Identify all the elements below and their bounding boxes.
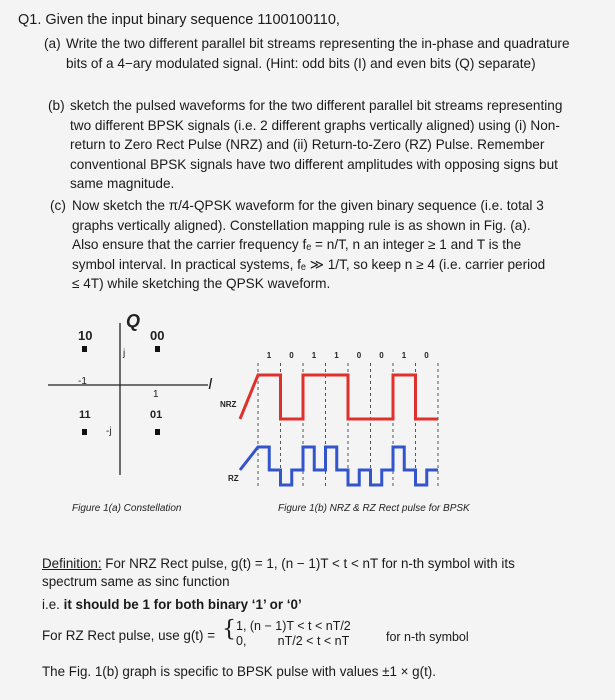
part-a xyxy=(44,34,580,73)
question-title: Q1. Given the input binary sequence 1100100110, xyxy=(18,12,340,28)
nrz-label: NRZ xyxy=(220,400,237,409)
bit-label: 1 xyxy=(401,351,407,360)
i-axis-label: I xyxy=(208,376,213,393)
definition-rz-prefix: For RZ Rect pulse, use g(t) = xyxy=(42,628,216,643)
part-b-text: sketch the pulsed waveforms for the two different parallel bit streams representing two different BPSK signals (i.e. 2 different graphs vertically aligned) using (i) Non-return to Zero Rect Pulse (NRZ) and (ii) Return-to-Zero (RZ) Pulse. Remember conventional BPSK signals have two different amplitudes with opposing signs but same magnitude. xyxy=(70,98,563,191)
bit-label: 1 xyxy=(334,351,339,360)
q-axis-label: Q xyxy=(126,311,141,331)
definition-nrz xyxy=(42,556,515,571)
point-label-10: 10 xyxy=(78,328,93,343)
tick-label-j: j xyxy=(123,348,126,359)
part-c-label: (c) xyxy=(50,198,66,213)
point-11 xyxy=(82,429,87,435)
part-b-label: (b) xyxy=(48,98,65,113)
nrz-waveform xyxy=(240,375,438,419)
figure-a-caption: Figure 1(a) Constellation xyxy=(72,503,182,514)
part-c-line-5: ≤ 4T) while sketching the QPSK waveform. xyxy=(72,276,331,291)
brace: { xyxy=(222,617,236,642)
figure-b-caption: Figure 1(b) NRZ & RZ Rect pulse for BPSK xyxy=(278,503,470,514)
constellation-figure xyxy=(40,305,230,495)
bit-label: 1 xyxy=(266,351,272,360)
bit-label: 0 xyxy=(356,351,362,360)
point-label-11: 11 xyxy=(79,409,91,421)
tick-label-neg-j: -j xyxy=(106,426,112,437)
part-c-line-3: Also ensure that the carrier frequency fₑ = n/T, n an integer ≥ 1 and T is the xyxy=(72,237,522,252)
definition-ie-text: it should be 1 for both binary ‘1’ or ‘0’ xyxy=(63,597,302,612)
rz-cases xyxy=(236,619,351,649)
rz-waveform xyxy=(240,447,438,485)
part-b xyxy=(48,96,580,194)
definition-rz xyxy=(42,628,215,643)
definition-nrz-text: For NRZ Rect pulse, g(t) = 1, (n − 1)T < t < nT for n-th symbol with its xyxy=(101,556,515,571)
rz-case-1: 1, (n − 1)T < t < nT/2 xyxy=(236,619,351,633)
point-00 xyxy=(155,346,160,352)
point-01 xyxy=(155,429,160,435)
tick-label-1: 1 xyxy=(153,389,159,400)
part-a-text: Write the two different parallel bit streams representing the in-phase and quadrature bits of a 4−ary modulated signal. (Hint: odd bits (I) and even bits (Q) separate) xyxy=(66,36,570,71)
rz-label: RZ xyxy=(228,474,239,483)
bit-label: 1 xyxy=(311,351,317,360)
definition-nrz-line2: spectrum same as sinc function xyxy=(42,574,230,589)
definition-rz-suffix: for n-th symbol xyxy=(386,630,469,644)
part-c-line-4: symbol interval. In practical systems, fₑ ≫ 1/T, so keep n ≥ 4 (i.e. carrier period xyxy=(72,256,546,272)
definition-ie-prefix: i.e. xyxy=(42,597,64,612)
nrz-rz-figure xyxy=(220,345,460,495)
bit-label: 0 xyxy=(289,351,294,360)
part-c-line-1: Now sketch the π/4-QPSK waveform for the given binary sequence (i.e. total 3 xyxy=(72,198,544,213)
definition-ie xyxy=(42,597,302,612)
bit-label: 0 xyxy=(379,351,384,360)
definition-final: The Fig. 1(b) graph is specific to BPSK pulse with values ±1 × g(t). xyxy=(42,664,436,679)
point-label-01: 01 xyxy=(150,409,163,421)
part-a-label: (a) xyxy=(44,36,61,51)
tick-label-neg-1: -1 xyxy=(78,376,87,387)
definition-heading: Definition: xyxy=(42,556,102,571)
part-c-line-2: graphs vertically aligned). Constellation mapping rule is as shown in Fig. (a). xyxy=(72,217,531,233)
point-label-00: 00 xyxy=(150,328,165,343)
part-c xyxy=(50,196,578,294)
bit-label: 0 xyxy=(424,351,429,360)
rz-case-2: 0, nT/2 < t < nT xyxy=(236,634,350,648)
point-10 xyxy=(82,346,87,352)
